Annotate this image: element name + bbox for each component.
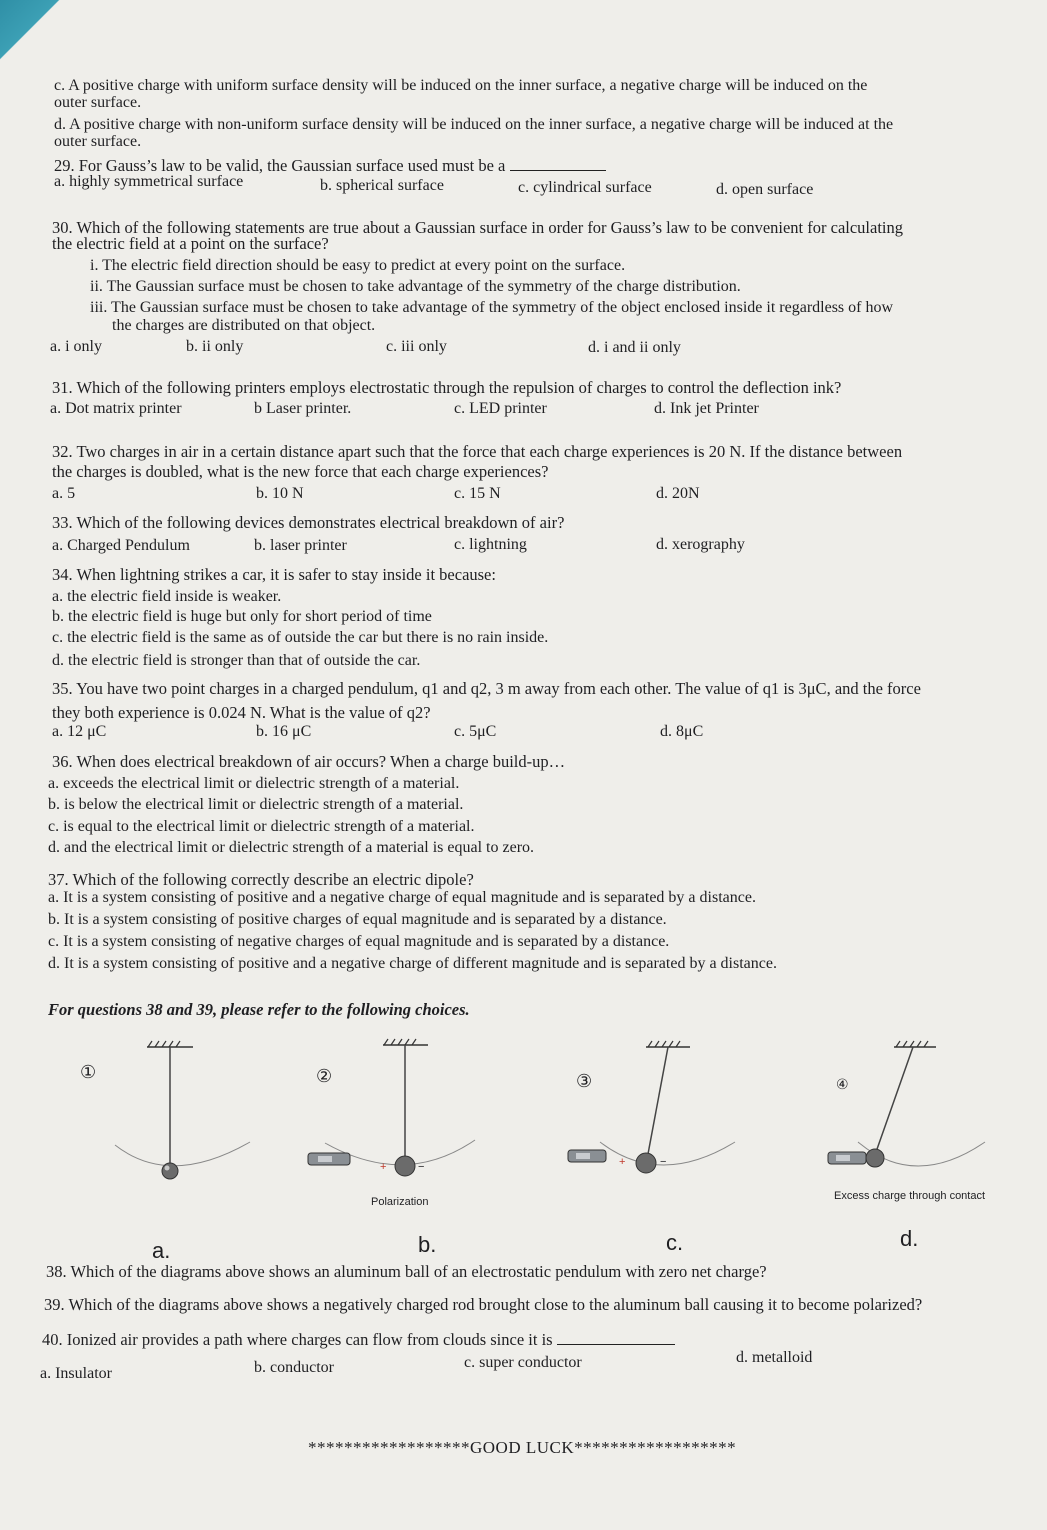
q28-option-d-line2: outer surface. <box>54 133 142 150</box>
q30-statement-i: i. The electric field direction should be easy to predict at every point on the surface. <box>90 257 626 274</box>
diagram-1-number: ① <box>80 1062 97 1082</box>
diagram-2-ball <box>395 1156 415 1176</box>
q40-stem <box>42 1330 675 1349</box>
q29-stem-text: 29. For Gauss’s law to be valid, the Gaussian surface used must be a <box>54 156 506 175</box>
q34-option-d: d. the electric field is stronger than that of outside the car. <box>52 652 421 669</box>
refer-instruction: For questions 38 and 39, please refer to the following choices. <box>48 1000 470 1019</box>
diagram-3-minus-sign: − <box>660 1156 667 1168</box>
q37-option-b: b. It is a system consisting of positive charges of equal magnitude and is separated by a distance. <box>48 911 667 928</box>
q40-option-b: b. conductor <box>254 1359 334 1376</box>
q33-option-d: d. xerography <box>656 536 745 553</box>
q31-option-a: a. Dot matrix printer <box>50 400 182 417</box>
diagram-2-support-hatch <box>384 1039 416 1045</box>
q28-option-c-line2: outer surface. <box>54 94 142 111</box>
diagram-1-ball <box>162 1163 178 1179</box>
q31-option-d: d. Ink jet Printer <box>654 400 759 417</box>
q35-option-a: a. 12 μC <box>52 723 107 740</box>
diagram-4-string <box>876 1047 913 1152</box>
q36-option-a: a. exceeds the electrical limit or dielectric strength of a material. <box>48 775 460 792</box>
q29-blank <box>510 158 606 171</box>
q40-stem-text: 40. Ionized air provides a path where charges can flow from clouds since it is <box>42 1330 553 1349</box>
q31-option-c: c. LED printer <box>454 400 547 417</box>
q40-blank <box>557 1332 675 1345</box>
q36-option-d: d. and the electrical limit or dielectric strength of a material is equal to zero. <box>48 839 535 856</box>
q34-option-a: a. the electric field inside is weaker. <box>52 588 282 605</box>
diagram-letter-d: d. <box>900 1226 919 1251</box>
diagram-4-caption: Excess charge through contact <box>834 1190 986 1202</box>
q37-option-c: c. It is a system consisting of negative charges of equal magnitude and is separated by a distance. <box>48 933 670 950</box>
q36-option-c: c. is equal to the electrical limit or dielectric strength of a material. <box>48 818 475 835</box>
diagram-letter-b: b. <box>418 1232 437 1257</box>
q29-option-b: b. spherical surface <box>320 177 444 194</box>
q40-option-d: d. metalloid <box>736 1349 813 1366</box>
diagram-3-string <box>648 1047 668 1154</box>
q35-stem-line2: they both experience is 0.024 N. What is the value of q2? <box>52 703 431 722</box>
diagram-2-rod-highlight <box>318 1156 332 1162</box>
q38-stem: 38. Which of the diagrams above shows an aluminum ball of an electrostatic pendulum with zero net charge? <box>46 1262 767 1281</box>
q35-option-b: b. 16 μC <box>256 723 312 740</box>
q40-option-c: c. super conductor <box>464 1354 582 1371</box>
diagram-3-rod-highlight <box>576 1153 590 1159</box>
q32-option-a: a. 5 <box>52 485 76 502</box>
q32-option-c: c. 15 N <box>454 485 501 502</box>
q33-stem: 33. Which of the following devices demonstrates electrical breakdown of air? <box>52 513 565 532</box>
q29-option-c: c. cylindrical surface <box>518 179 652 196</box>
q37-option-a: a. It is a system consisting of positive and a negative charge of equal magnitude and is separated by a distance. <box>48 889 756 906</box>
q30-statement-ii: ii. The Gaussian surface must be chosen to take advantage of the symmetry of the charge distribution. <box>90 278 741 295</box>
q30-statement-iii-line2: the charges are distributed on that object. <box>112 317 376 334</box>
q29-option-a: a. highly symmetrical surface <box>54 173 244 190</box>
diagram-1-support-hatch <box>148 1041 180 1047</box>
diagram-2-polarization <box>300 1028 480 1188</box>
q30-option-a: a. i only <box>50 338 102 355</box>
diagram-4-support-hatch <box>896 1041 928 1047</box>
q35-option-c: c. 5μC <box>454 723 497 740</box>
q30-statement-iii-line1: iii. The Gaussian surface must be chosen to take advantage of the symmetry of the object enclosed inside it regardless of how <box>90 299 894 316</box>
diagram-3-number: ③ <box>576 1071 593 1091</box>
diagram-letter-c: c. <box>666 1230 684 1255</box>
q32-option-d: d. 20N <box>656 485 700 502</box>
q30-stem-line2: the electric field at a point on the surface? <box>52 234 329 253</box>
q30-option-c: c. iii only <box>386 338 447 355</box>
q30-option-d: d. i and ii only <box>588 339 681 356</box>
diagram-2-number: ② <box>316 1066 333 1086</box>
diagram-4-contact <box>820 1030 1000 1190</box>
q32-option-b: b. 10 N <box>256 485 304 502</box>
q32-stem-line1: 32. Two charges in air in a certain distance apart such that the force that each charge experiences is 20 N. If the distance between <box>52 442 903 461</box>
q31-option-b: b Laser printer. <box>254 400 352 417</box>
q37-stem: 37. Which of the following correctly describe an electric dipole? <box>48 870 474 889</box>
q37-option-d: d. It is a system consisting of positive and a negative charge of different magnitude and is separated by a distance. <box>48 955 777 972</box>
q34-option-c: c. the electric field is the same as of outside the car but there is no rain inside. <box>52 629 549 646</box>
q35-stem-line1: 35. You have two point charges in a charged pendulum, q1 and q2, 3 m away from each other. The value of q1 is 3μC, and the force <box>52 679 921 698</box>
q33-option-c: c. lightning <box>454 536 527 553</box>
diagram-3-attraction <box>560 1030 740 1190</box>
diagram-3-support-hatch <box>648 1041 680 1047</box>
q28-option-c-line1: c. A positive charge with uniform surface density will be induced on the inner surface, a negative charge will be induced on the <box>54 77 868 94</box>
q33-option-b: b. laser printer <box>254 537 347 554</box>
diagram-letter-a: a. <box>152 1238 171 1263</box>
q30-option-b: b. ii only <box>186 338 244 355</box>
diagram-4-ball <box>866 1149 884 1167</box>
q30-stem-line1: 30. Which of the following statements are true about a Gaussian surface in order for Gauss’s law to be convenient for calculating <box>52 218 904 237</box>
diagram-3-plus-sign: + <box>619 1156 626 1168</box>
q33-option-a: a. Charged Pendulum <box>52 537 190 554</box>
q36-stem: 36. When does electrical breakdown of air occurs? When a charge build-up… <box>52 752 566 771</box>
q34-stem: 34. When lightning strikes a car, it is safer to stay inside it because: <box>52 565 496 584</box>
diagram-4-rod-highlight <box>836 1155 850 1161</box>
q35-option-d: d. 8μC <box>660 723 704 740</box>
diagram-1-neutral-pendulum <box>100 1030 270 1190</box>
q32-stem-line2: the charges is doubled, what is the new force that each charge experiences? <box>52 462 549 481</box>
diagram-1-ball-shine <box>165 1166 170 1171</box>
q31-stem: 31. Which of the following printers employs electrostatic through the repulsion of charges to control the deflection ink? <box>52 378 842 397</box>
q40-option-a: a. Insulator <box>40 1365 112 1382</box>
q34-option-b: b. the electric field is huge but only for short period of time <box>52 608 432 625</box>
q29-option-d: d. open surface <box>716 181 814 198</box>
diagram-2-minus-sign: − <box>418 1161 425 1173</box>
diagram-4-number: ④ <box>836 1076 849 1092</box>
good-luck-footer: ******************GOOD LUCK****************** <box>308 1438 737 1457</box>
q36-option-b: b. is below the electrical limit or dielectric strength of a material. <box>48 796 464 813</box>
diagram-1-swing-arc <box>115 1142 250 1166</box>
q39-stem: 39. Which of the diagrams above shows a negatively charged rod brought close to the aluminum ball causing it to become polarized? <box>44 1295 923 1314</box>
diagram-3-ball <box>636 1153 656 1173</box>
q28-option-d-line1: d. A positive charge with non-uniform surface density will be induced on the inner surface, a negative charge will be induced at the <box>54 116 894 133</box>
diagram-2-plus-sign: + <box>380 1161 387 1173</box>
diagram-2-caption: Polarization <box>371 1196 429 1208</box>
